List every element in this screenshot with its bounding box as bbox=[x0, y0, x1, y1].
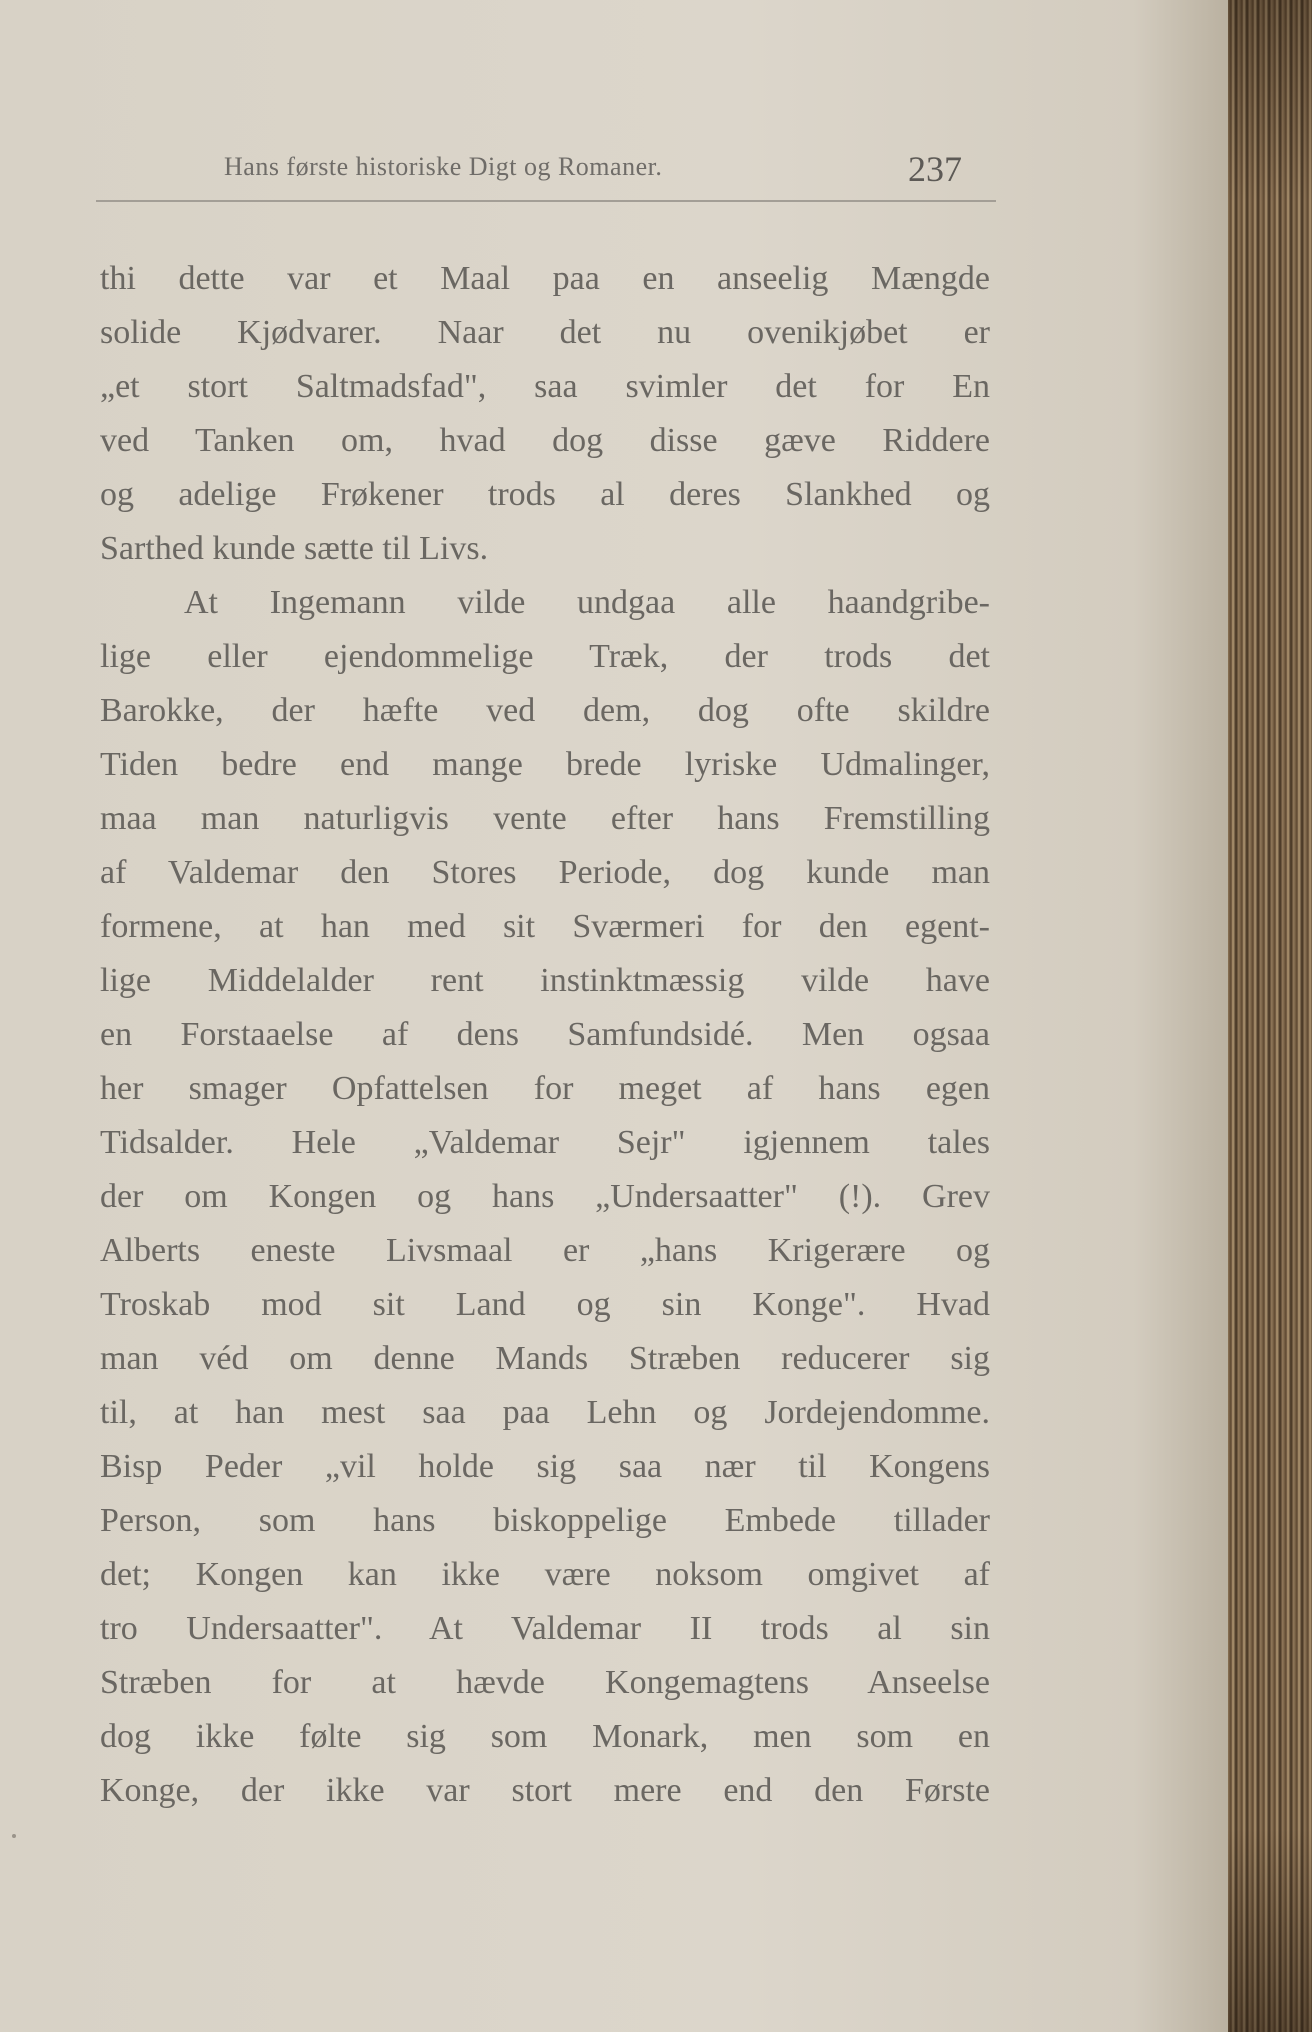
text-line: der om Kongen og hans „Undersaatter" (!). Grev bbox=[100, 1178, 990, 1215]
text-line: det; Kongen kan ikke være noksom omgivet af bbox=[100, 1556, 990, 1593]
page-header bbox=[96, 138, 996, 208]
text-line: tro Undersaatter". At Valdemar II trods al sin bbox=[100, 1610, 990, 1647]
text-line: Sarthed kunde sætte til Livs. bbox=[100, 530, 489, 567]
text-line: lige Middelalder rent instinktmæssig vilde have bbox=[100, 962, 990, 999]
running-title: Hans første historiske Digt og Romaner. bbox=[224, 152, 663, 181]
text-line: Tidsalder. Hele „Valdemar Sejr" igjennem tales bbox=[100, 1124, 990, 1161]
text-line: Troskab mod sit Land og sin Konge". Hvad bbox=[100, 1286, 990, 1323]
text-line: Person, som hans biskoppelige Embede tillader bbox=[100, 1502, 990, 1539]
body-text bbox=[100, 252, 990, 1818]
text-line: man véd om denne Mands Stræben reducerer sig bbox=[100, 1340, 990, 1377]
text-line: lige eller ejendommelige Træk, der trods det bbox=[100, 638, 990, 675]
text-line: Alberts eneste Livsmaal er „hans Krigerære og bbox=[100, 1232, 990, 1269]
text-line: formene, at han med sit Sværmeri for den egent- bbox=[100, 908, 990, 945]
header-rule bbox=[96, 200, 996, 202]
text-line: dog ikke følte sig som Monark, men som en bbox=[100, 1718, 990, 1755]
text-line: At Ingemann vilde undgaa alle haandgribe- bbox=[184, 584, 990, 621]
page-number: 237 bbox=[908, 149, 962, 189]
text-line: maa man naturligvis vente efter hans Fremstilling bbox=[100, 800, 990, 837]
text-line: en Forstaaelse af dens Samfundsidé. Men ogsaa bbox=[100, 1016, 990, 1053]
text-line: thi dette var et Maal paa en anseelig Mængde bbox=[100, 260, 990, 297]
text-line: Stræben for at hævde Kongemagtens Anseelse bbox=[100, 1664, 990, 1701]
text-line: „et stort Saltmadsfad", saa svimler det for En bbox=[100, 368, 990, 405]
text-line: Barokke, der hæfte ved dem, dog ofte skildre bbox=[100, 692, 990, 729]
text-line: til, at han mest saa paa Lehn og Jordejendomme. bbox=[100, 1394, 990, 1431]
text-line: Konge, der ikke var stort mere end den Første bbox=[100, 1772, 990, 1809]
text-line: Bisp Peder „vil holde sig saa nær til Kongens bbox=[100, 1448, 990, 1485]
text-line: af Valdemar den Stores Periode, dog kunde man bbox=[100, 854, 990, 891]
text-line: og adelige Frøkener trods al deres Slankhed og bbox=[100, 476, 990, 513]
text-line: Tiden bedre end mange brede lyriske Udmalinger, bbox=[100, 746, 990, 783]
text-line: ved Tanken om, hvad dog disse gæve Riddere bbox=[100, 422, 990, 459]
page-speck bbox=[12, 1834, 16, 1838]
text-line: solide Kjødvarer. Naar det nu ovenikjøbet er bbox=[100, 314, 990, 351]
text-line: her smager Opfattelsen for meget af hans egen bbox=[100, 1070, 990, 1107]
page-edges bbox=[1228, 0, 1312, 2032]
